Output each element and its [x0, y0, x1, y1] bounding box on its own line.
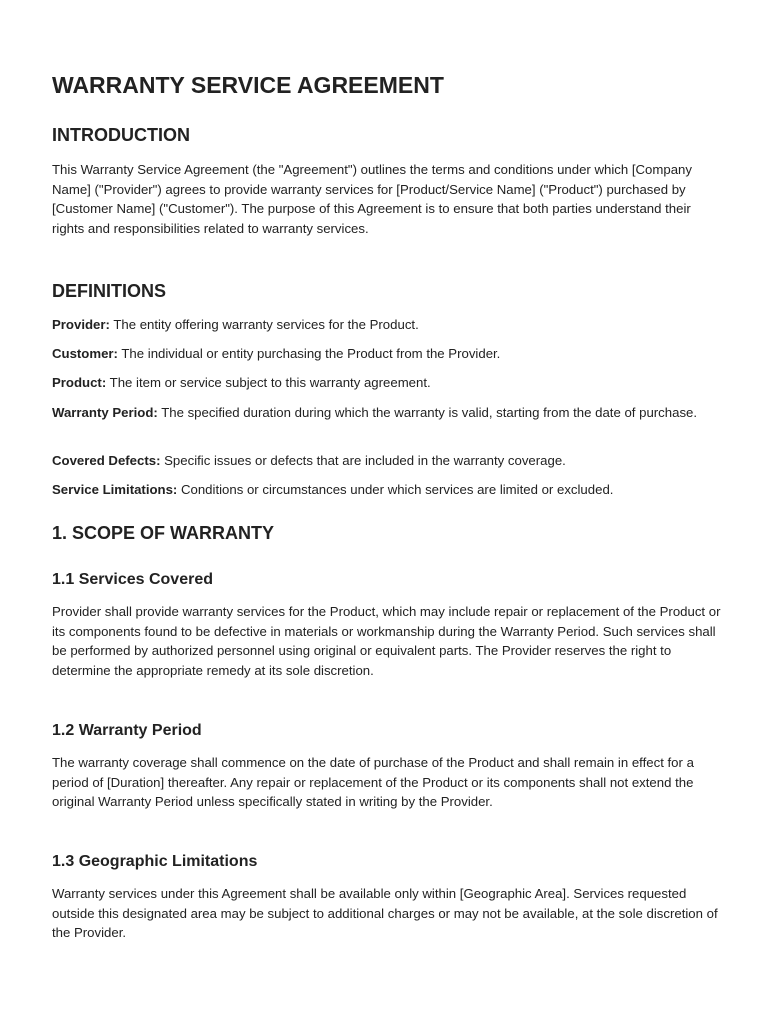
document-title: WARRANTY SERVICE AGREEMENT: [52, 72, 444, 98]
definitions-heading: DEFINITIONS: [52, 281, 167, 301]
definition-item: [52, 344, 722, 364]
definition-text: The specified duration during which the warranty is valid, starting from the date of purchase.: [157, 405, 698, 420]
definition-text: Specific issues or defects that are included in the warranty coverage.: [160, 453, 566, 468]
definition-text: The individual or entity purchasing the Product from the Provider.: [117, 346, 501, 361]
definition-item: [52, 403, 722, 423]
definition-term: Provider:: [52, 317, 110, 332]
definition-term: Product:: [52, 375, 107, 390]
subsection-body-warranty-period: The warranty coverage shall commence on the date of purchase of the Product and shall remain in effect for a period of [Duration] thereafter. Any repair or replacement of the Product or its components shall not extend the original Warranty Period unless specifically stated in writing by the Provider.: [52, 755, 694, 810]
subsection-heading-warranty-period: 1.2 Warranty Period: [52, 722, 202, 739]
definition-text: Conditions or circumstances under which services are limited or excluded.: [177, 482, 614, 497]
definition-term: Covered Defects:: [52, 453, 161, 468]
definition-item: [52, 451, 722, 471]
definition-item: [52, 315, 722, 335]
definition-text: The entity offering warranty services for the Product.: [109, 317, 419, 332]
definition-term: Service Limitations:: [52, 482, 178, 497]
definition-item: [52, 480, 722, 500]
definition-item: [52, 373, 722, 393]
section-heading-scope: 1. SCOPE OF WARRANTY: [52, 523, 275, 543]
subsection-body-services-covered: Provider shall provide warranty services for the Product, which may include repair or replacement of the Product or its components found to be defective in materials or workmanship during the Warranty Period. Such services shall be performed by authorized personnel using original or equivalent parts. The Provider reserves the right to determine the appropriate remedy at its sole discretion.: [52, 604, 721, 678]
subsection-heading-geographic-limitations: 1.3 Geographic Limitations: [52, 853, 258, 870]
definition-term: Customer:: [52, 346, 118, 361]
introduction-body: This Warranty Service Agreement (the "Agreement") outlines the terms and conditions under which [Company Name] ("Provider") agrees to provide warranty services for [Product/Service Name] ("Product") purchased by [Customer Name] ("Customer"). The purpose of this Agreement is to ensure that both parties understand their rights and responsibilities related to warranty services.: [52, 162, 692, 236]
subsection-heading-services-covered: 1.1 Services Covered: [52, 571, 213, 588]
introduction-heading: INTRODUCTION: [52, 125, 190, 145]
definition-text: The item or service subject to this warranty agreement.: [106, 375, 431, 390]
subsection-body-geographic-limitations: Warranty services under this Agreement shall be available only within [Geographic Area]. Services requested outside this designated area may be subject to additional charges or may not be available, at the sole discretion of the Provider.: [52, 886, 718, 941]
definition-term: Warranty Period:: [52, 405, 158, 420]
